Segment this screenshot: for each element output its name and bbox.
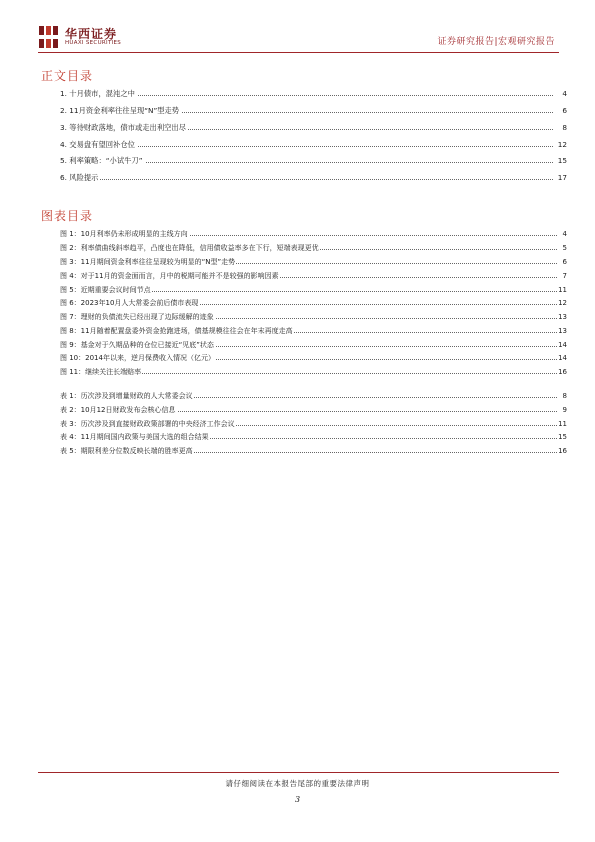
table-item-label: 表 1：历次涉及到增量财政的人大常委会议 (60, 392, 193, 400)
toc-item[interactable] (60, 88, 567, 99)
toc-item-page: 17 (557, 173, 567, 182)
toc-item-label: 4. 交易盘有望回补仓位 (60, 140, 135, 149)
toc-item-page: 15 (557, 156, 567, 165)
toc-item-label: 2. 11月资金利率往往呈现“N”型走势 (60, 106, 180, 115)
figure-item-page: 4 (562, 230, 567, 238)
table-list-item[interactable] (60, 432, 567, 442)
figure-item-page: 14 (558, 354, 567, 362)
figure-list-item[interactable] (60, 298, 567, 308)
figure-item-page: 7 (562, 272, 567, 280)
logo-text-en: HUAXI SECURITIES (65, 40, 122, 46)
figure-item-label: 图 7：理财的负债流失已经出现了边际缓解的迹象 (60, 313, 214, 321)
toc-item-page: 8 (562, 123, 567, 132)
table-list-item[interactable] (60, 419, 567, 429)
report-type-label: 证券研究报告|宏观研究报告 (437, 37, 555, 47)
figure-item-page: 6 (562, 258, 567, 266)
table-item-label: 表 2：10月12日财政发布会核心信息 (60, 406, 176, 414)
toc-item[interactable] (60, 105, 567, 116)
figure-item-label: 图 5：近期重要会议时间节点 (60, 286, 151, 294)
page-number: 3 (294, 795, 301, 804)
toc-item-page: 12 (557, 140, 567, 149)
table-item-label: 表 5：期限利差分位数反映长端的胜率更高 (60, 447, 193, 455)
figure-list-item[interactable] (60, 312, 567, 322)
figure-list-item[interactable] (60, 243, 567, 253)
footer-divider (38, 772, 559, 773)
toc-item[interactable] (60, 139, 567, 150)
figures-section-title: 图表目录 (41, 209, 94, 223)
figure-item-label: 图 10：2014年以来，逆月保费收入情况（亿元） (60, 354, 215, 362)
table-list-item[interactable] (60, 446, 567, 456)
figure-item-label: 图 1：10月利率仍未形成明显的主线方向 (60, 230, 188, 238)
toc-item-label: 3. 等待财政落地，债市或走出利空出尽 (60, 123, 187, 132)
table-item-label: 表 4：11月期间国内政策与美国大选的组合结果 (60, 433, 209, 441)
toc-item[interactable] (60, 155, 567, 166)
dot-leader (60, 179, 553, 180)
toc-item[interactable] (60, 172, 567, 183)
figure-item-label: 图 9：基金对于久期品种的仓位已接近“见底”状态 (60, 341, 214, 349)
table-item-label: 表 3：历次涉及到直接财政政策部署的中央经济工作会议 (60, 420, 235, 428)
table-item-page: 11 (558, 420, 567, 428)
figure-list-item[interactable] (60, 367, 567, 377)
figure-item-label: 图 2：利率债曲线斜率趋平，凸度也在降低，信用债收益率多在下行，短端表现更优 (60, 244, 319, 252)
table-item-page: 15 (558, 433, 567, 441)
figure-item-page: 13 (558, 327, 567, 335)
figure-item-page: 12 (558, 299, 567, 307)
table-list-item[interactable] (60, 405, 567, 415)
figure-list-item[interactable] (60, 271, 567, 281)
toc-section-title: 正文目录 (41, 69, 94, 83)
header-divider (38, 52, 559, 53)
huaxi-logo (38, 24, 120, 50)
figure-item-page: 5 (562, 244, 567, 252)
toc-item[interactable] (60, 122, 567, 133)
page-header (0, 0, 595, 56)
figure-list-item[interactable] (60, 353, 567, 363)
figure-item-label: 图 8：11月随着配置盘委外资金抢跑进场，债基规模往往会在年末再度走高 (60, 327, 293, 335)
table-item-page: 16 (558, 447, 567, 455)
logo-text-cn: 华西证券 (65, 27, 118, 41)
toc-item-label: 5. 利率策略：“小试牛刀” (60, 156, 143, 165)
figure-item-label: 图 6：2023年10月人大常委会前后债市表现 (60, 299, 199, 307)
toc-item-page: 4 (562, 89, 567, 98)
figure-item-label: 图 4：对于11月的资金面而言，月中的税期可能并不是较强的影响因素 (60, 272, 279, 280)
figure-item-label: 图 11：继续关注长端赔率 (60, 368, 142, 376)
figure-list-item[interactable] (60, 326, 567, 336)
figure-list-item[interactable] (60, 257, 567, 267)
huaxi-logo-mark-icon (38, 24, 60, 50)
legal-notice: 请仔细阅读在本报告尾部的重要法律声明 (225, 779, 370, 788)
figure-item-page: 14 (558, 341, 567, 349)
toc-item-page: 6 (562, 106, 567, 115)
table-list-item[interactable] (60, 391, 567, 401)
figure-list-item[interactable] (60, 229, 567, 239)
figure-item-page: 11 (558, 286, 567, 294)
toc-item-label: 1. 十月债市，混沌之中 (60, 89, 135, 98)
figure-item-page: 16 (558, 368, 567, 376)
figure-item-label: 图 3：11月期间资金利率往往呈现较为明显的“N型”走势 (60, 258, 236, 266)
figure-list-item[interactable] (60, 285, 567, 295)
toc-item-label: 6. 风险提示 (60, 173, 99, 182)
figure-list-item[interactable] (60, 340, 567, 350)
table-item-page: 9 (562, 406, 567, 414)
table-item-page: 8 (562, 392, 567, 400)
figure-item-page: 13 (558, 313, 567, 321)
